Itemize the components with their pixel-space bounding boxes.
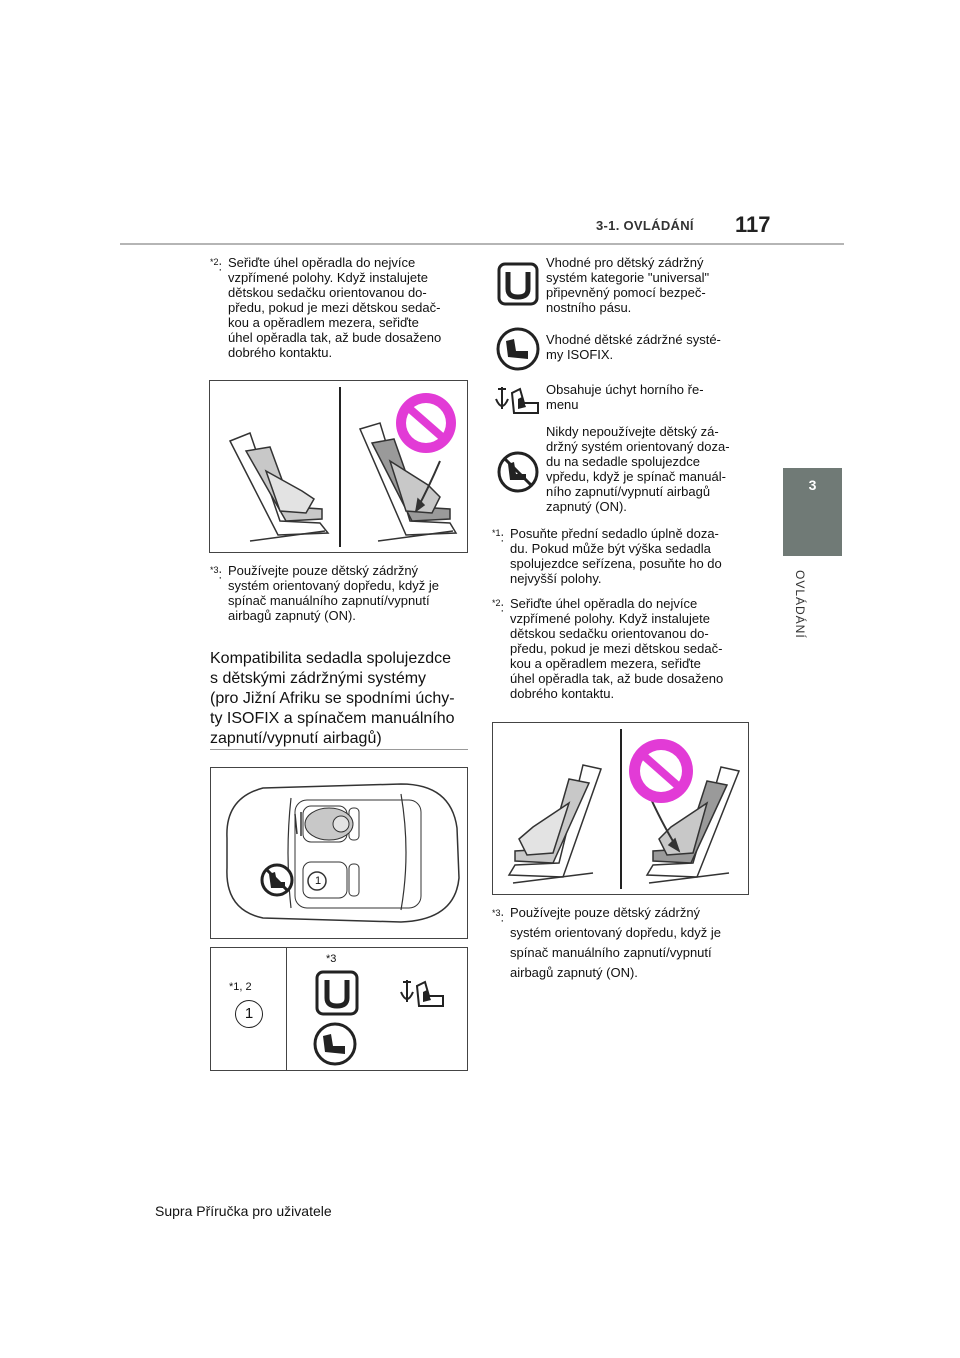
note-line: předu, pokud je mezi dětskou sedač- (510, 641, 723, 656)
left-note-3 (210, 563, 470, 627)
note-line: Seřiďte úhel opěradla do nejvíce (510, 596, 698, 611)
universal-u-icon (315, 970, 359, 1016)
no-rear-facing-seat-icon (262, 865, 292, 895)
legend-line: připevněný pomocí bezpeč- (546, 285, 706, 300)
note-line: dobrého kontaktu. (228, 345, 333, 360)
legend-line: du na sedadle spolujezdce (546, 454, 700, 469)
legend-line: Vhodné pro dětský zádržný (546, 255, 704, 270)
note-line: úhel opěradla tak, až bude dosaženo (510, 671, 724, 686)
page-number: 117 (735, 212, 771, 237)
note-line: airbagů zapnutý (ON). (228, 608, 356, 623)
note-marker: $^{*2}$: (492, 598, 505, 615)
legend-line: nostního pásu. (546, 300, 632, 315)
seat-angle-figure (492, 722, 749, 895)
chapter-label: OVLÁDÁNÍ (793, 570, 807, 639)
heading-line: (pro Jižní Afriku se spodními úchy- (210, 690, 455, 707)
position-marker: 1 (235, 1000, 263, 1028)
note-marker: $^{*2}$: (210, 257, 223, 274)
chapter-tab[interactable]: 3 (783, 468, 842, 556)
note-line: předu, pokud je mezi dětskou sedač- (228, 300, 441, 315)
col2-label: *3 (326, 953, 337, 965)
legend-isofix (546, 332, 766, 362)
legend-line: systém kategorie "universal" (546, 270, 710, 285)
seat-illustration (509, 765, 601, 883)
section-title: 3-1. OVLÁDÁNÍ (596, 218, 694, 233)
note-line: spínač manuálního zapnutí/vypnutí (228, 593, 430, 608)
right-note-1 (492, 526, 760, 590)
heading-line: Kompatibilita sedadla spolujezdce (210, 650, 452, 667)
legend-no-rear-facing (546, 424, 766, 514)
legend-universal (546, 255, 766, 315)
prohibition-icon (629, 739, 693, 803)
note-line: kou a opěradlem mezera, seřiďte (228, 315, 419, 330)
left-note-2 (210, 255, 470, 365)
isofix-seat-icon (496, 327, 540, 371)
note-line: dobrého kontaktu. (510, 686, 615, 701)
top-tether-anchor-icon (494, 381, 542, 417)
legend-line: my ISOFIX. (546, 347, 614, 362)
note-line: vzpřímené polohy. Když instalujete (510, 611, 710, 626)
note-line: Seřiďte úhel opěradla do nejvíce (228, 255, 416, 270)
legend-line: menu (546, 397, 579, 412)
legend-line: Obsahuje úchyt horního ře- (546, 382, 704, 397)
legend-line: držný systém orientovaný doza- (546, 439, 730, 454)
universal-u-icon (497, 262, 539, 306)
note-line: du. Pokud může být výška sedadla (510, 541, 711, 556)
top-tether-anchor-icon (397, 972, 447, 1012)
note-marker: $^{*3}$: (210, 565, 223, 582)
note-line: dětskou sedačku orientovanou do- (228, 285, 427, 300)
legend-line: Vhodné dětské zádržné systé- (546, 332, 721, 347)
note-marker: $^{*3}$: (492, 908, 505, 925)
car-top-view-figure (210, 767, 468, 939)
compatibility-heading (210, 649, 468, 749)
heading-line: zapnutí/vypnutí airbagů) (210, 730, 382, 747)
note-line: Používejte pouze dětský zádržný (510, 905, 701, 920)
note-line: nejvyšší polohy. (510, 571, 602, 586)
table-divider (286, 948, 287, 1070)
note-line: spínač manuálního zapnutí/vypnutí (510, 945, 712, 960)
no-rear-facing-seat-icon (496, 450, 540, 494)
note-marker: $^{*1}$: (492, 528, 505, 545)
note-line: systém orientovaný dopředu, když je (510, 925, 721, 940)
legend-line: vpředu, když je spínač manuál- (546, 469, 726, 484)
right-note-2 (492, 596, 760, 706)
heading-line: s dětskými zádržnými systémy (210, 670, 427, 687)
footer-title: Supra Příručka pro uživatele (155, 1203, 332, 1219)
isofix-seat-icon (313, 1022, 357, 1066)
legend-line: zapnutý (ON). (546, 499, 627, 514)
seat-angle-figure (209, 380, 468, 553)
legend-line: Nikdy nepoužívejte dětský zá- (546, 424, 719, 439)
note-line: airbagů zapnutý (ON). (510, 965, 638, 980)
note-line: Posuňte přední sedadlo úplně doza- (510, 526, 719, 541)
compatibility-table (210, 947, 468, 1071)
seat-illustration (230, 433, 328, 541)
right-note-3 (492, 903, 760, 983)
heading-divider (210, 749, 468, 750)
note-line: úhel opěradla tak, až bude dosaženo (228, 330, 442, 345)
note-line: dětskou sedačku orientovanou do- (510, 626, 709, 641)
prohibition-icon (396, 393, 456, 453)
note-line: spolujezdce seřízena, posuňte ho do (510, 556, 722, 571)
col1-label: *1, 2 (229, 981, 252, 993)
header-divider (120, 243, 844, 245)
heading-line: ty ISOFIX a spínačem manuálního (210, 710, 455, 727)
note-line: Používejte pouze dětský zádržný (228, 563, 419, 578)
note-line: vzpřímené polohy. Když instalujete (228, 270, 428, 285)
legend-line: ního zapnutí/vypnutí airbagů (546, 484, 711, 499)
note-line: systém orientovaný dopředu, když je (228, 578, 439, 593)
position-marker: 1 (314, 875, 322, 887)
note-line: kou a opěradlem mezera, seřiďte (510, 656, 701, 671)
legend-tether (546, 382, 766, 412)
